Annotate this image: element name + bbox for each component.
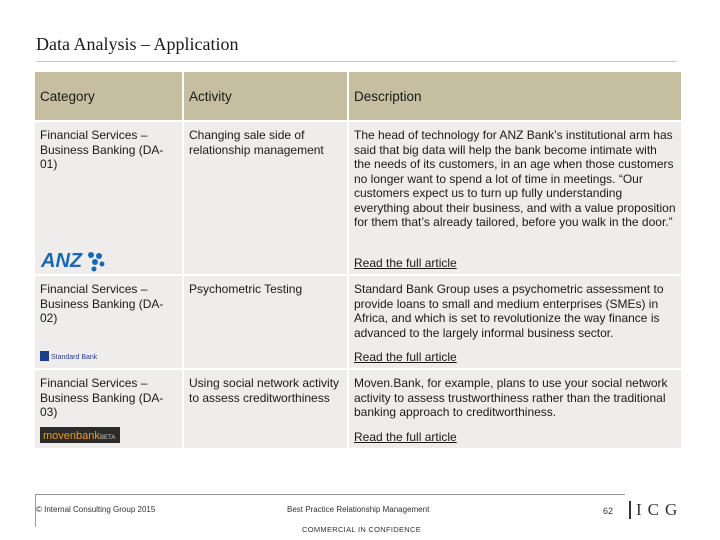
activity-cell bbox=[184, 276, 347, 368]
footer-confidential: COMMERCIAL IN CONFIDENCE bbox=[302, 525, 422, 534]
svg-text:ANZ: ANZ bbox=[41, 249, 83, 272]
standard-bank-logo bbox=[40, 349, 110, 367]
read-article-link[interactable]: Read the full article bbox=[354, 255, 457, 270]
description-cell bbox=[349, 122, 681, 274]
category-cell bbox=[35, 276, 182, 368]
read-article-link[interactable]: Read the full article bbox=[354, 349, 457, 364]
description-cell bbox=[349, 370, 681, 448]
category-text: Financial Services – Business Banking (DA-01) bbox=[40, 128, 164, 171]
title-divider bbox=[36, 61, 677, 62]
svg-text:BETA: BETA bbox=[100, 434, 116, 441]
header-description: Description bbox=[349, 72, 681, 120]
svg-text:movenbank: movenbank bbox=[43, 429, 100, 442]
description-text: Standard Bank Group uses a psychometric assessment to provide loans to small and medium enterprises (SMEs) in Africa, and which is set to revolutionize the way finance is advanced to the largely informal business sector. bbox=[354, 282, 664, 340]
table-row bbox=[35, 122, 681, 274]
activity-text: Using social network activity to assess creditworthiness bbox=[189, 376, 340, 405]
table-header-row bbox=[35, 72, 681, 120]
page-title: Data Analysis – Application bbox=[36, 34, 239, 54]
category-text: Financial Services – Business Banking (DA-02) bbox=[40, 282, 164, 325]
activity-text: Changing sale side of relationship management bbox=[189, 128, 324, 157]
anz-logo bbox=[40, 247, 108, 277]
icg-logo-bar bbox=[629, 501, 631, 519]
movenbank-logo bbox=[40, 427, 120, 447]
case-study-table bbox=[33, 70, 683, 450]
icg-logo: ICG bbox=[636, 500, 684, 519]
category-text: Financial Services – Business Banking (DA-03) bbox=[40, 376, 164, 419]
activity-cell bbox=[184, 122, 347, 274]
footer-center-text: Best Practice Relationship Management bbox=[287, 505, 430, 514]
page-number: 62 bbox=[603, 506, 614, 516]
description-text: Moven.Bank, for example, plans to use your social network activity to assess trustworthiness rather than the traditional banking approach to creditworthiness. bbox=[354, 376, 668, 419]
category-cell bbox=[35, 122, 182, 274]
header-activity: Activity bbox=[184, 72, 347, 120]
footer-copyright: © Internal Consulting Group 2015 bbox=[36, 505, 156, 514]
description-cell bbox=[349, 276, 681, 368]
svg-text:Standard Bank: Standard Bank bbox=[51, 353, 98, 361]
table-row bbox=[35, 370, 681, 448]
table-row bbox=[35, 276, 681, 368]
category-cell bbox=[35, 370, 182, 448]
description-text: The head of technology for ANZ Bank’s institutional arm has said that big data will help the bank become intimate with the needs of its customers, in an age when those customers no longer want to spend a lot of time in meetings. “Our customers expect us to turn up fully understanding everything about their business, and with a value proposition for them that’s already tailored, before you walk in the door.” bbox=[354, 128, 676, 229]
header-category: Category bbox=[35, 72, 182, 120]
read-article-link[interactable]: Read the full article bbox=[354, 429, 457, 444]
activity-cell bbox=[184, 370, 347, 448]
activity-text: Psychometric Testing bbox=[189, 282, 303, 296]
